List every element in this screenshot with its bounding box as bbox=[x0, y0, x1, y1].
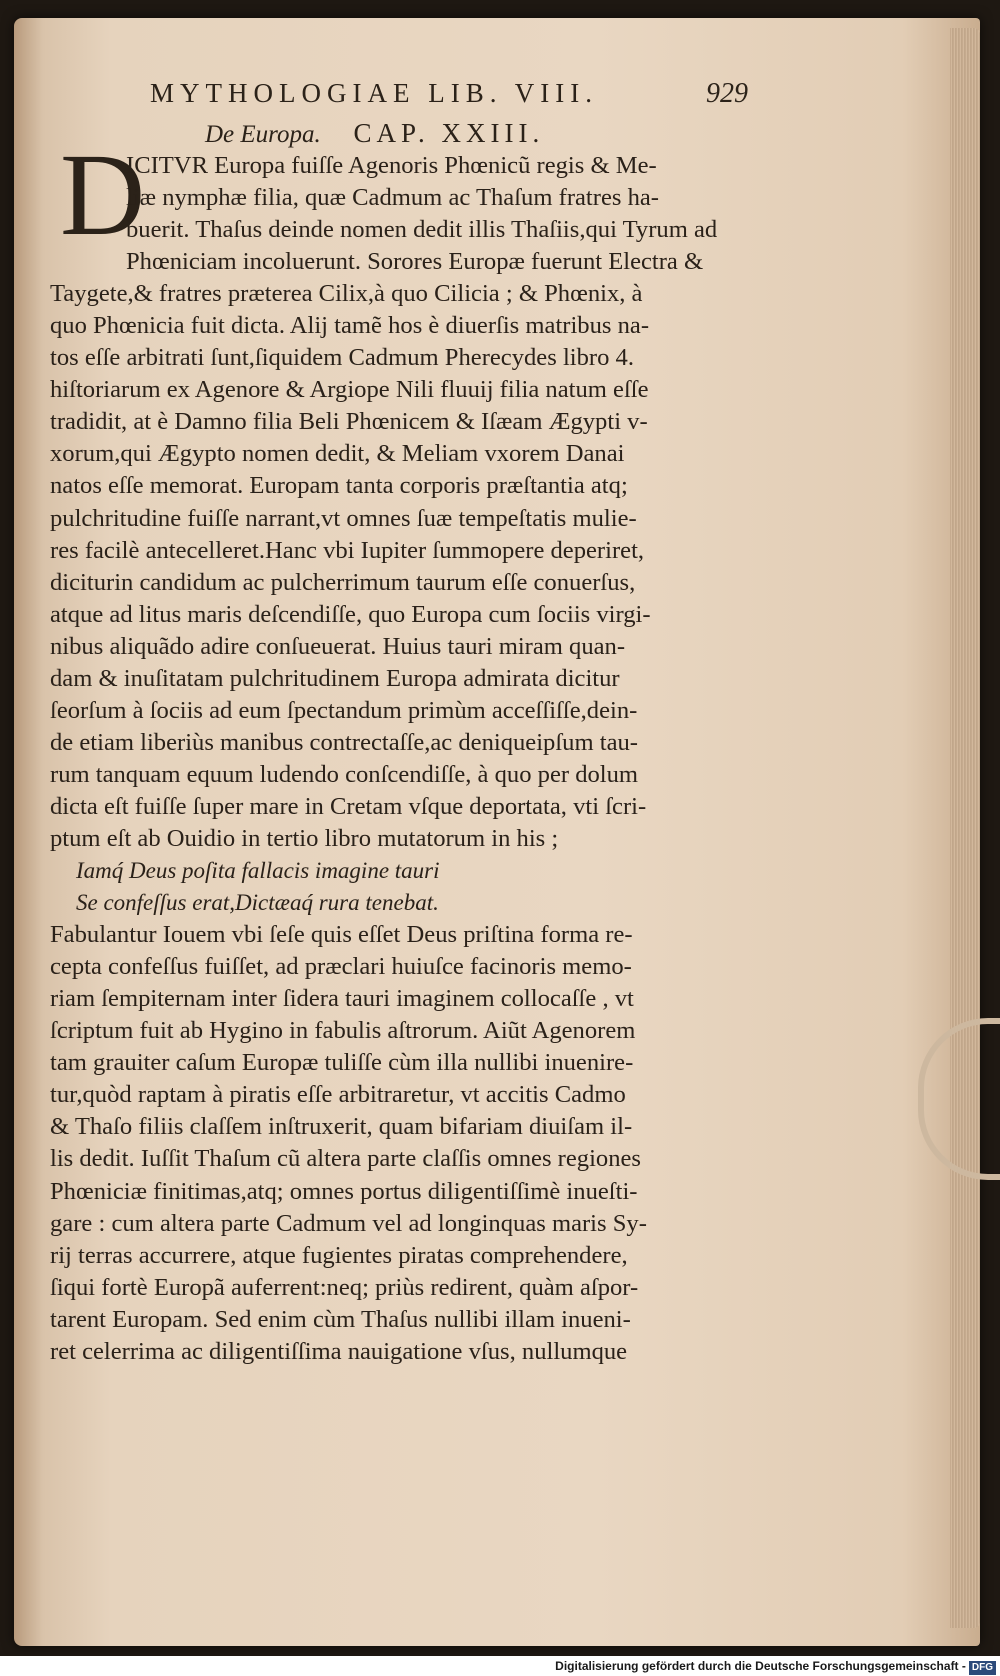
text-line: rum tanquam equum ludendo conſcendiſſe, à quo per dolum bbox=[50, 760, 639, 788]
drop-cap: D bbox=[60, 129, 146, 260]
text-line: lis dedit. Iuſſit Thaſum cũ altera parte claſſis omnes regiones bbox=[50, 1145, 641, 1173]
text-line: Phœniciæ finitimas,atq; omnes portus diligentiſſimè inueſti- bbox=[50, 1177, 638, 1205]
text-line: diciturin candidum ac pulcherrimum taurum eſſe conuerſus, bbox=[50, 568, 636, 596]
text-line: Fabulantur Iouem vbi ſeſe quis eſſet Deus priſtina forma re- bbox=[50, 921, 633, 949]
text-line: tam grauiter caſum Europæ tuliſſe cùm illa nullibi inuenire- bbox=[50, 1049, 634, 1077]
dfg-logo: DFG bbox=[969, 1661, 996, 1675]
text-line: cepta confeſſus fuiſſet, ad præclari huiuſce facinoris memo- bbox=[50, 953, 632, 981]
text-line: ICITVR Europa fuiſſe Agenoris Phœnicũ regis & Me- bbox=[126, 152, 657, 179]
text-line: ſiqui fortè Europã auferrent:neq; priùs redirent, quàm aſpor- bbox=[50, 1273, 639, 1301]
text-line: ptum eſt ab Ouidio in tertio libro mutatorum in his ; bbox=[50, 824, 559, 852]
chapter-heading bbox=[205, 118, 725, 149]
running-head: MYTHOLOGIAE LIB. VIII. bbox=[150, 78, 598, 108]
text-line: Taygete,& fratres præterea Cilix,à quo Cilicia ; & Phœnix, à bbox=[50, 280, 643, 308]
credit-text: Digitalisierung gefördert durch die Deutsche Forschungsgemeinschaft - bbox=[555, 1659, 966, 1673]
text-line: hiſtoriarum ex Agenore & Argiope Nili fluuij filia natum eſſe bbox=[50, 376, 649, 404]
text-line: res facilè antecelleret.Hanc vbi Iupiter ſummopere deperiret, bbox=[50, 536, 645, 564]
digitization-credit bbox=[450, 1656, 998, 1676]
text-line: gare : cum altera parte Cadmum vel ad longinquas maris Sy- bbox=[50, 1209, 647, 1237]
page-edge bbox=[950, 28, 980, 1628]
verse-line: Iamq́ Deus poſita fallacis imagine tauri bbox=[76, 858, 440, 884]
text-line: dam & inuſitatam pulchritudinem Europa admirata dicitur bbox=[50, 664, 620, 692]
text-line: tradidit, at è Damno filia Beli Phœnicem & Iſæam Ægypti v- bbox=[50, 408, 648, 436]
page-number: 929 bbox=[706, 78, 748, 109]
text-line: ret celerrima ac diligentiſſima nauigatione vſus, nullumque bbox=[50, 1337, 628, 1365]
text-line: de etiam liberiùs manibus contrectaſſe,ac deniqueipſum tau- bbox=[50, 728, 638, 756]
text-line: atque ad litus maris deſcendiſſe, quo Europa cum ſociis virgi- bbox=[50, 600, 651, 628]
text-line: & Thaſo filiis claſſem inſtruxerit, quam bifariam diuiſam il- bbox=[50, 1113, 633, 1141]
chapter-subject: De Europa. bbox=[205, 121, 321, 148]
text-line: natos eſſe memorat. Europam tanta corporis præſtantia atq; bbox=[50, 472, 628, 500]
text-line: ſeorſum à ſociis ad eum ſpectandum primùm acceſſiſſe,dein- bbox=[50, 696, 638, 724]
text-line: xorum,qui Ægypto nomen dedit, & Meliam vxorem Danai bbox=[50, 440, 625, 468]
body-text bbox=[50, 150, 740, 1368]
text-line: tur,quòd raptam à piratis eſſe arbitraretur, vt accitis Cadmo bbox=[50, 1081, 626, 1109]
text-line: tos eſſe arbitrati ſunt,ſiquidem Cadmum Pherecydes libro 4. bbox=[50, 344, 634, 372]
chapter-number: CAP. XXIII. bbox=[353, 118, 545, 148]
text-line: tarent Europam. Sed enim cùm Thaſus nullibi illam inueni- bbox=[50, 1305, 631, 1333]
text-line: riam ſempiternam inter ſidera tauri imaginem collocaſſe , vt bbox=[50, 985, 634, 1013]
text-line: ſcriptum fuit ab Hygino in fabulis aſtrorum. Aiũt Agenorem bbox=[50, 1017, 636, 1045]
text-line: dicta eſt fuiſſe ſuper mare in Cretam vſque deportata, vti ſcri- bbox=[50, 792, 647, 820]
text-line: rij terras accurrere, atque fugientes piratas comprehendere, bbox=[50, 1241, 628, 1269]
text-line: quo Phœnicia fuit dicta. Alij tamẽ hos è diuerſis matribus na- bbox=[50, 312, 650, 340]
text-line: Phœniciam incoluerunt. Sorores Europæ fuerunt Electra & bbox=[126, 248, 704, 276]
text-line: nibus aliquãdo adire conſueuerat. Huius tauri miram quan- bbox=[50, 632, 626, 660]
text-line: pulchritudine fuiſſe narrant,vt omnes ſuæ tempeſtatis mulie- bbox=[50, 504, 637, 532]
text-line: liæ nymphæ filia, quæ Cadmum ac Thaſum fratres ha- bbox=[126, 184, 659, 212]
text-line: buerit. Thaſus deinde nomen dedit illis Thaſiis,qui Tyrum ad bbox=[126, 216, 718, 244]
verse-line: Se confeſſus erat,Dictæaq́ rura tenebat. bbox=[76, 890, 439, 916]
